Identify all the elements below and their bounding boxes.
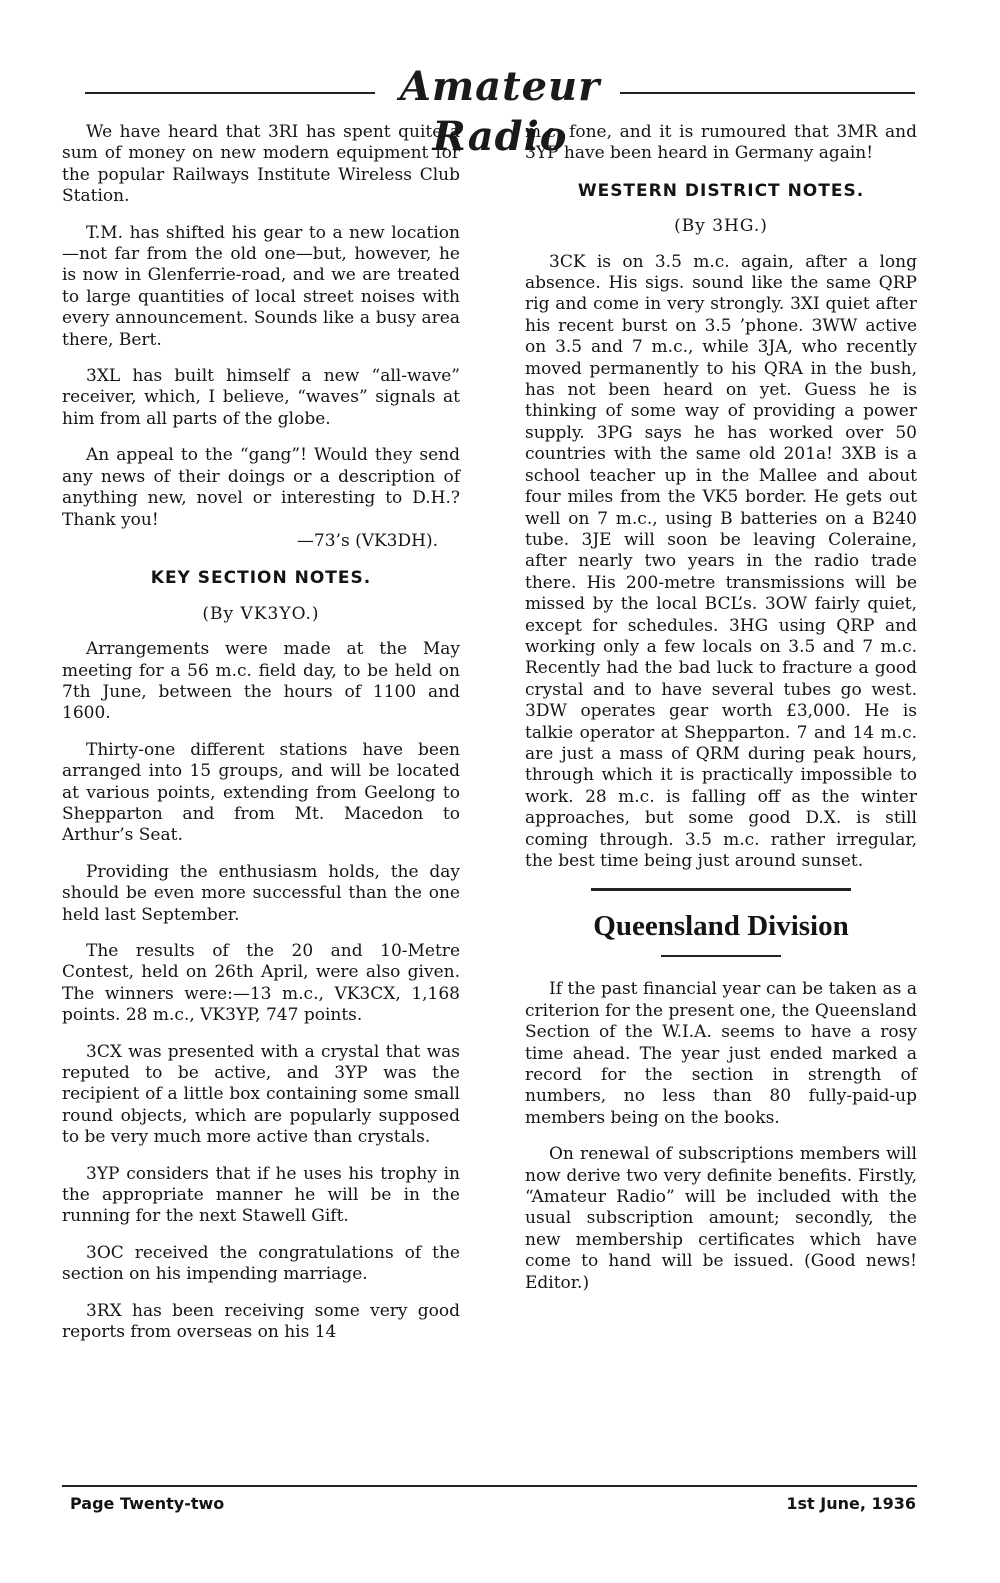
division-rule <box>591 888 851 891</box>
footer-rule <box>62 1485 917 1487</box>
paragraph: Providing the enthusiasm holds, the day should be even more successful than the one held last September. <box>62 861 460 925</box>
paragraph: 3CX was presented with a crystal that was reputed to be active, and 3YP was the recipient of a little box containing some small round objects, which are popularly supposed to be very much more active than crystals. <box>62 1041 460 1148</box>
right-column <box>525 122 917 1309</box>
paragraph: 3XL has built himself a new “all-wave” receiver, which, I believe, “waves” signals at him from all parts of the globe. <box>62 366 460 429</box>
paragraph: Thirty-one different stations have been arranged into 15 groups, and will be located at various points, extending from Geelong to Shepparton and from Mt. Macedon to Arthur’s Seat. <box>62 739 460 846</box>
paragraph: 3CK is on 3.5 m.c. again, after a long absence. His sigs. sound like the same QRP rig and come in very strongly. 3XI quiet after his recent burst on 3.5 ’phone. 3WW active on 3.5 and 7 m.c., while 3JA, who recently moved permanently to his QRA in the bush, has not been heard on yet. Guess he is thinking of some way of providing a power supply. 3PG says he has worked over 50 countries with the same old 201a! 3XB is a school teacher up in the Mallee and about four miles from the VK5 border. He gets out well on 7 m.c., using B batteries on a B240 tube. 3JE will soon be leaving Coleraine, after nearly two years in the radio trade there. His 200-metre transmissions will be missed by the local BCL’s. 3OW fairly quiet, except for schedules. 3HG using QRP and working only a few locals on 3.5 and 7 m.c. Recently had the bad luck to fracture a good crystal and to have several tubes go west. 3DW operates gear worth £3,000. He is talkie operator at Shepparton. 7 and 14 m.c. are just a mass of QRM during peak hours, through which it is practically impossible to work. 28 m.c. is falling off as the winter approaches, but some good D.X. is still coming through. 3.5 m.c. rather irregular, the best time being just around sunset. <box>525 251 917 871</box>
western-district-byline: (By 3HG.) <box>674 216 768 237</box>
page-number: Page Twenty-two <box>70 1494 225 1513</box>
masthead-rule-right <box>620 92 915 94</box>
paragraph: We have heard that 3RI has spent quite a sum of money on new modern equipment for the popular Railways Institute Wireless Club Station. <box>62 122 460 207</box>
western-district-heading: WESTERN DISTRICT NOTES. <box>577 180 865 201</box>
issue-date: 1st June, 1936 <box>786 1494 916 1513</box>
paragraph: T.M. has shifted his gear to a new location—not far from the old one—but, however, he is now in Glenferrie-road, and we are treated to large quantities of local street noises with every announcement. Sounds like a busy area there, Bert. <box>62 222 460 350</box>
paragraph: On renewal of subscriptions members will now derive two very definite benefits. Firstly, “Amateur Radio” will be included with the usual subscription amount; secondly, the new membership certificates which have come to hand will be issued. (Good news! Editor.) <box>525 1144 917 1293</box>
signature: —73’s (VK3DH). <box>296 530 438 551</box>
paragraph: Arrangements were made at the May meeting for a 56 m.c. field day, to be held on 7th June, between the hours of 1100 and 1600. <box>62 639 460 724</box>
paragraph: 3RX has been receiving some very good reports from overseas on his 14 <box>62 1300 460 1343</box>
left-column <box>62 122 460 1359</box>
queensland-division-title: Queensland Division <box>593 910 849 943</box>
paragraph: The results of the 20 and 10-Metre Contest, held on 26th April, were also given. The winners were:—13 m.c., VK3CX, 1,168 points. 28 m.c., VK3YP, 747 points. <box>62 941 460 1026</box>
key-section-heading: KEY SECTION NOTES. <box>150 568 372 589</box>
masthead-rule-left <box>85 92 375 94</box>
key-section-byline: (By VK3YO.) <box>202 603 320 624</box>
paragraph: An appeal to the “gang”! Would they send any news of their doings or a description of anything new, novel or interesting to D.H.? Thank you! <box>62 445 460 530</box>
paragraph-continuation: m.c. fone, and it is rumoured that 3MR and 3YP have been heard in Germany again! <box>525 122 917 164</box>
paragraph: If the past financial year can be taken as a criterion for the present one, the Queensland Section of the W.I.A. seems to have a rosy time ahead. The year just ended marked a record for the section in strength of numbers, no less than 80 fully-paid-up members being on the books. <box>525 979 917 1128</box>
paragraph: 3OC received the congratulations of the section on his impending marriage. <box>62 1242 460 1285</box>
division-rule <box>661 955 781 957</box>
paragraph: 3YP considers that if he uses his trophy in the appropriate manner he will be in the running for the next Stawell Gift. <box>62 1163 460 1227</box>
masthead-logo: Amateur Radio <box>399 63 601 160</box>
